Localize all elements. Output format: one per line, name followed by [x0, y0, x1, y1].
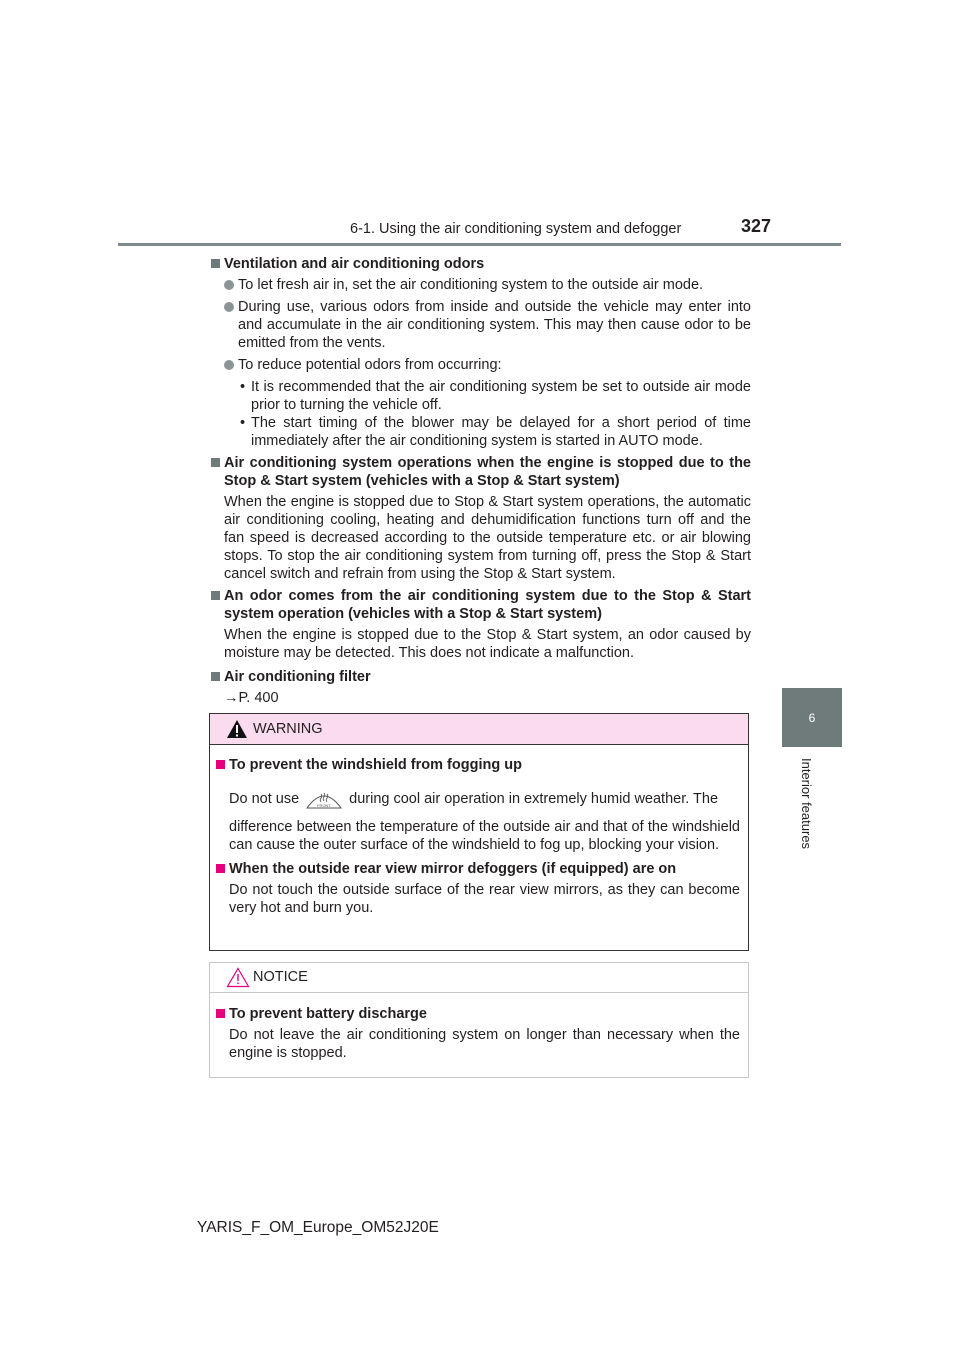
chapter-label: Interior features: [799, 758, 814, 850]
square-bullet-icon: [211, 591, 220, 600]
sub-list-item: • The start timing of the blower may be delayed for a short period of time immediately after the air conditioning system is started in AUTO mode.: [240, 415, 751, 449]
chapter-tab[interactable]: [782, 688, 842, 747]
main-content: [210, 255, 751, 707]
section-heading-stop-start: Air conditioning system operations when the engine is stopped due to the Stop & Start system (vehicles with a Stop & Start system): [210, 454, 751, 490]
warning-paragraph: difference between the temperature of the outside air and that of the windshield can cause the outer surface of the windshield to fog up, blocking your vision.: [229, 819, 740, 853]
circle-bullet-icon: [224, 360, 234, 370]
list-item: To let fresh air in, set the air conditioning system to the outside air mode.: [210, 276, 751, 294]
notice-box: [209, 962, 749, 1078]
square-bullet-icon: [216, 760, 225, 769]
square-bullet-icon: [211, 458, 220, 467]
section-title: 6-1. Using the air conditioning system and defogger: [350, 221, 682, 237]
page-reference-link[interactable]: →P. 400: [224, 690, 279, 706]
svg-text:FRONT: FRONT: [317, 803, 332, 808]
warning-box: [209, 713, 749, 951]
section-heading-filter: Air conditioning filter: [210, 668, 751, 686]
list-item: To reduce potential odors from occurring:: [210, 356, 751, 374]
sub-list-item: • It is recommended that the air conditioning system be set to outside air mode prior to turning the vehicle off.: [240, 379, 751, 413]
square-bullet-icon: [216, 1009, 225, 1018]
square-bullet-icon: [211, 672, 220, 681]
section-heading-odor: An odor comes from the air conditioning system due to the Stop & Start system operation (vehicles with a Stop & Start system): [210, 587, 751, 623]
page-number: 327: [741, 216, 772, 236]
warning-paragraph: Do not touch the outside surface of the rear view mirrors, as they can become very hot and burn you.: [229, 882, 740, 916]
list-item: During use, various odors from inside and outside the vehicle may enter into and accumulate in the air conditioning system. This may then cause odor to be emitted from the vents.: [210, 298, 751, 352]
square-bullet-icon: [216, 864, 225, 873]
square-bullet-icon: [211, 259, 220, 268]
windshield-defogger-front-icon: [305, 788, 343, 810]
document-id: YARIS_F_OM_Europe_OM52J20E: [197, 1219, 439, 1236]
notice-paragraph: Do not leave the air conditioning system on longer than necessary when the engine is stopped.: [229, 1027, 740, 1061]
warning-header: [210, 714, 748, 745]
warning-heading-fogging: To prevent the windshield from fogging up: [210, 756, 740, 774]
section-heading-ventilation: Ventilation and air conditioning odors: [210, 255, 751, 273]
notice-heading: To prevent battery discharge: [210, 1005, 740, 1023]
warning-triangle-icon: [226, 719, 248, 739]
circle-bullet-icon: [224, 280, 234, 290]
warning-inline-text: Do not use FRONT during cool air operation in extremely humid weather. The: [210, 788, 740, 810]
notice-label: NOTICE: [253, 969, 308, 985]
warning-heading-mirror-defogger: When the outside rear view mirror defoggers (if equipped) are on: [210, 860, 740, 878]
warning-label: WARNING: [253, 721, 323, 737]
chapter-number: 6: [808, 710, 816, 725]
header-divider: [118, 243, 841, 246]
caution-triangle-icon: [226, 967, 250, 988]
notice-header: [210, 963, 748, 993]
paragraph: When the engine is stopped due to the Stop & Start system, an odor caused by moisture may be detected. This does not indicate a malfunction.: [224, 627, 751, 661]
circle-bullet-icon: [224, 302, 234, 312]
paragraph: When the engine is stopped due to Stop & Start system operations, the automatic air conditioning cooling, heating and dehumidification functions turn off and the fan speed is decreased according to the outside temperature etc. or air blowing stops. To stop the air conditioning system from turning off, press the Stop & Start cancel switch and refrain from using the Stop & Start system.: [224, 494, 751, 582]
